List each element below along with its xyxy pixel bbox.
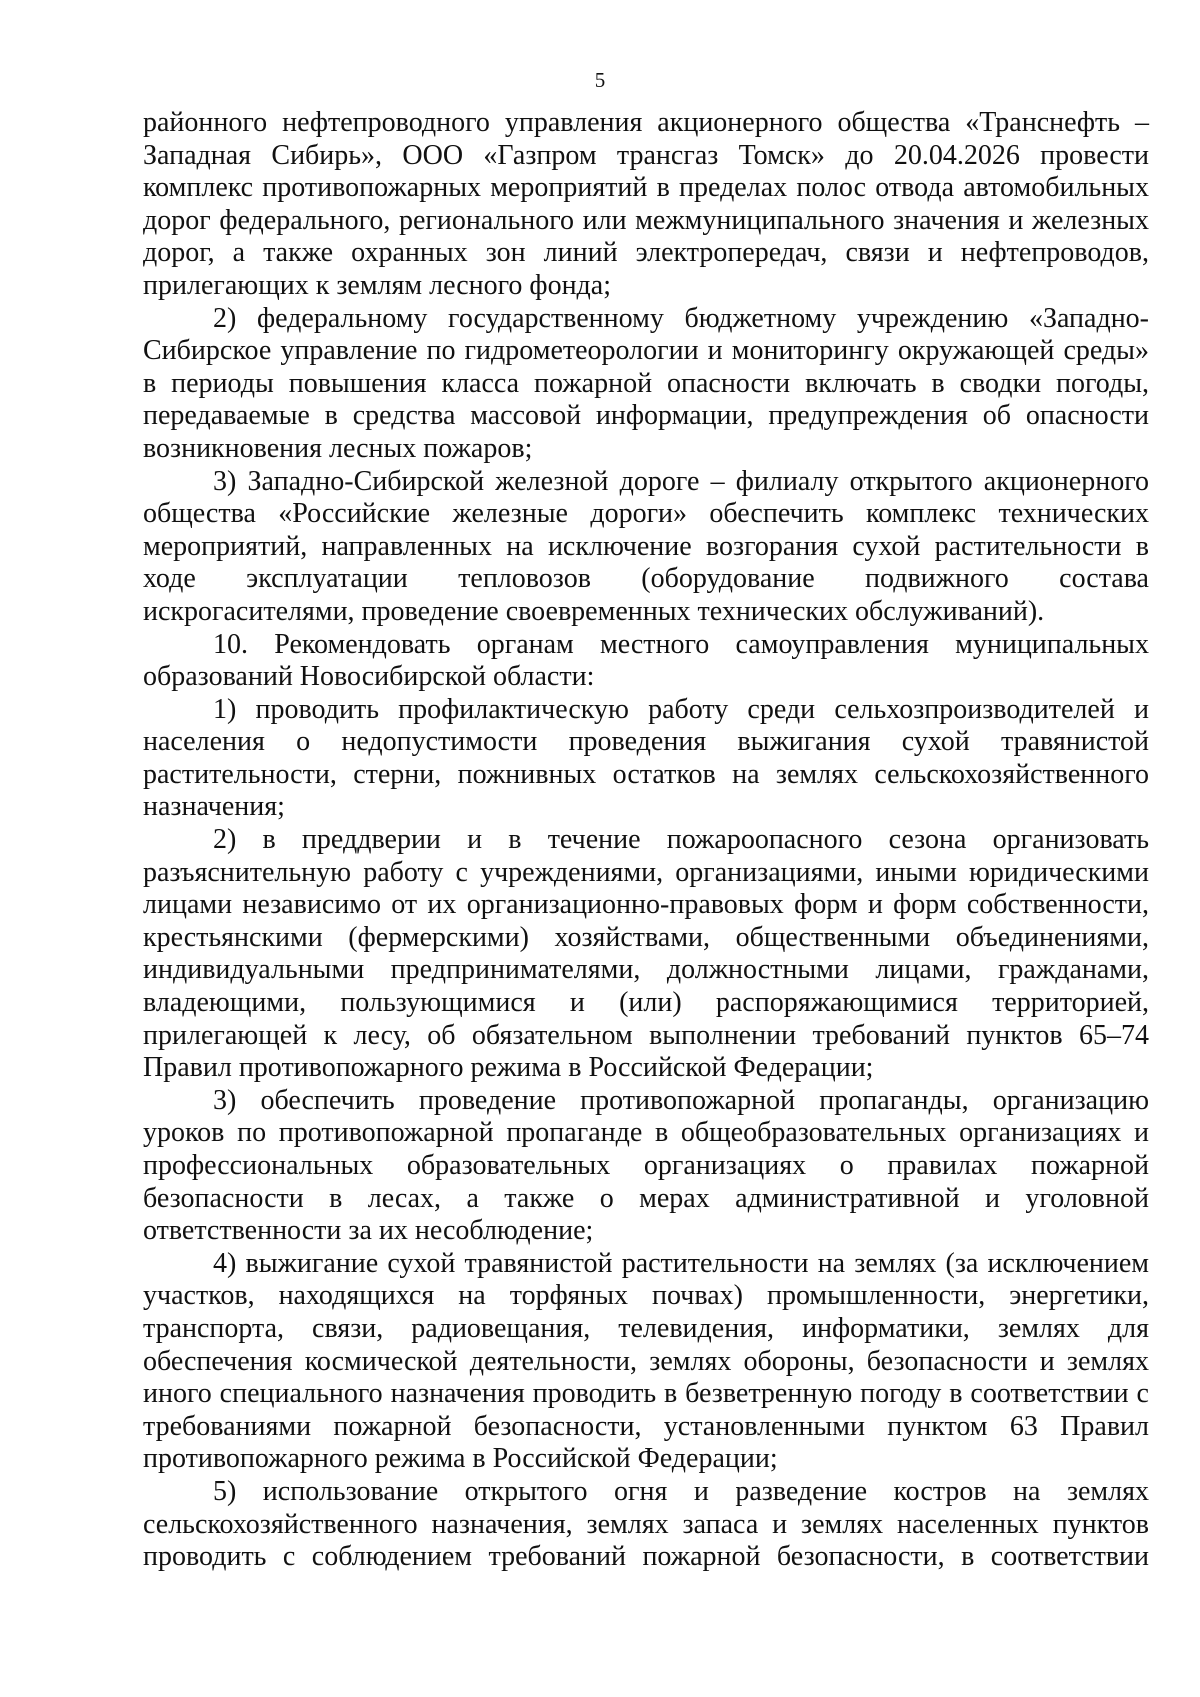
paragraph-item-1-prevention: 1) проводить профилактическую работу среди сельхозпроизводителей и населения о недопустимости проведения выжигания сухой травянистой растительности, стерни, пожнивных остатков на землях сельскохозяйственного назначения; [143,693,1149,823]
paragraph-continuation: районного нефтепроводного управления акционерного общества «Транснефть – Западная Сибирь», ООО «Газпром трансгаз Томск» до 20.04.2026 провести комплекс противопожарных мероприятий в пределах полос отвода автомобильных дорог федерального, регионального или межмуниципального значения и железных дорог, а также охранных зон линий электропередач, связи и нефтепроводов, прилегающих к землям лесного фонда; [143,107,1149,301]
paragraph-item-5-open-fire: 5) использование открытого огня и разведение костров на землях сельскохозяйственного назначения, землях запаса и землях населенных пунктов проводить с соблюдением требований пожарной безопасности, в соответствии [143,1475,1149,1573]
paragraph-section-10: 10. Рекомендовать органам местного самоуправления муниципальных образований Новосибирской области: [143,628,1149,693]
paragraph-item-3-propaganda: 3) обеспечить проведение противопожарной пропаганды, организацию уроков по противопожарной пропаганде в общеобразовательных организациях и профессиональных образовательных организациях о правилах пожарной безопасности в лесах, а также о мерах административной и уголовной ответственности за их несоблюдение; [143,1084,1149,1247]
paragraph-item-3-railway: 3) Западно-Сибирской железной дороге – филиалу открытого акционерного общества «Российские железные дороги» обеспечить комплекс технических мероприятий, направленных на исключение возгорания сухой растительности в ходе эксплуатации тепловозов (оборудование подвижного состава искрогасителями, проведение своевременных технических обслуживаний). [143,465,1149,627]
page-number: 5 [594,68,606,92]
paragraph-item-4-burning: 4) выжигание сухой травянистой растительности на землях (за исключением участков, находящихся на торфяных почвах) промышленности, энергетики, транспорта, связи, радиовещания, телевидения, информатики, землях для обеспечения космической деятельности, землях обороны, безопасности и землях иного специального назначения проводить в безветренную погоду в соответствии с требованиями пожарной безопасности, установленными пунктом 63 Правил противопожарного режима в Российской Федерации; [143,1247,1149,1475]
document-body [143,107,1149,1574]
paragraph-item-2-hydromet: 2) федеральному государственному бюджетному учреждению «Западно-Сибирское управление по гидрометеорологии и мониторингу окружающей среды» в периоды повышения класса пожарной опасности включать в сводки погоды, передаваемые в средства массовой информации, предупреждения об опасности возникновения лесных пожаров; [143,302,1149,464]
paragraph-item-2-explanatory-work: 2) в преддверии и в течение пожароопасного сезона организовать разъяснительную работу с учреждениями, организациями, иными юридическими лицами независимо от их организационно-правовых форм и форм собственности, крестьянскими (фермерскими) хозяйствами, общественными объединениями, индивидуальными предпринимателями, должностными лицами, гражданами, владеющими, пользующимися и (или) распоряжающимися территорией, прилегающей к лесу, об обязательном выполнении требований пунктов 65–74 Правил противопожарного режима в Российской Федерации; [143,824,1149,1084]
